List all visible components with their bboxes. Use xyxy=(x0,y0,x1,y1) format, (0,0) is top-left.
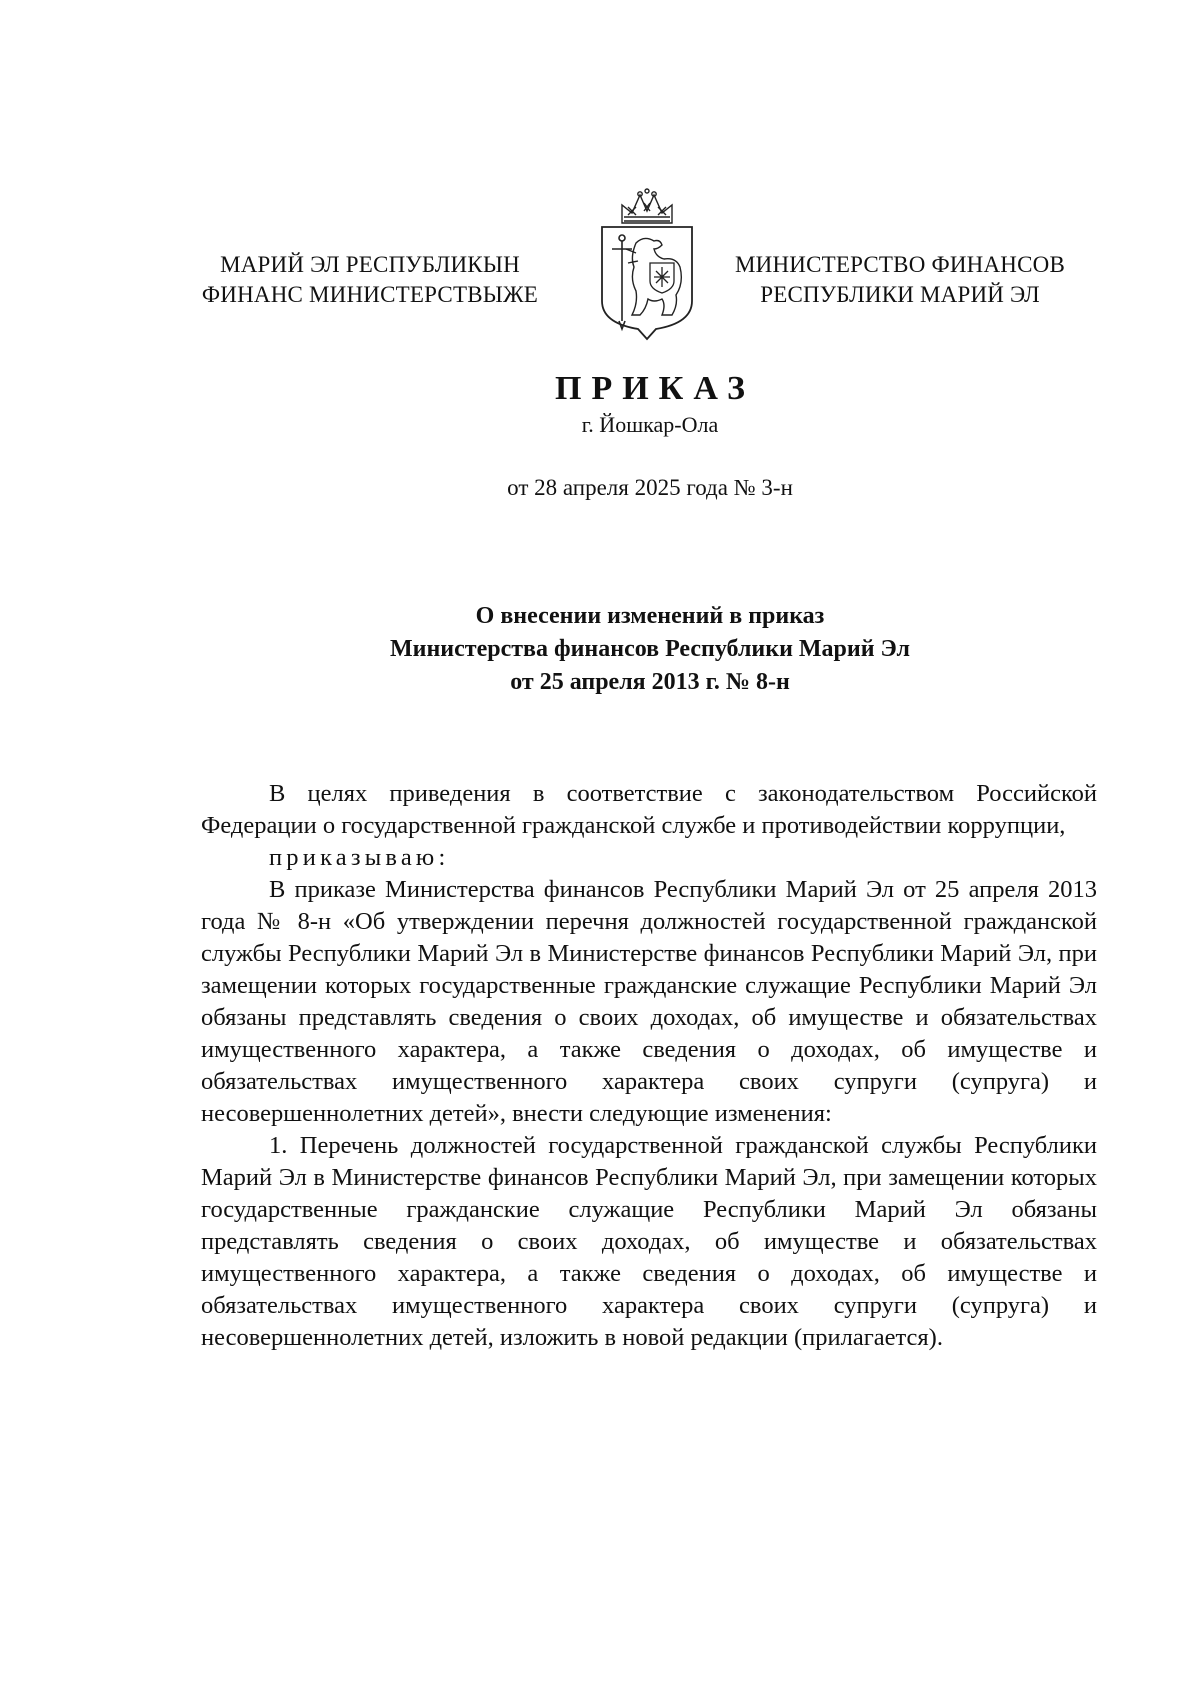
coat-of-arms-icon xyxy=(592,183,702,343)
document-body xyxy=(201,778,1097,1354)
subject-line1: О внесении изменений в приказ xyxy=(475,603,825,629)
document-subject xyxy=(250,600,1050,699)
header-left-mari xyxy=(170,250,570,310)
order-word: приказываю: xyxy=(269,844,450,871)
header-right-line1: МИНИСТЕРСТВО ФИНАНСОВ xyxy=(735,252,1065,277)
header-right-ministry xyxy=(700,250,1100,310)
document-city: г. Йошкар-Ола xyxy=(581,412,719,437)
preamble-paragraph: В целях приведения в соответствие с законодательством Российской Федерации о государственной гражданской службе и противодействии коррупции, xyxy=(201,780,1097,839)
header-left-line2: ФИНАНС МИНИСТЕРСТВЫЖЕ xyxy=(201,282,539,307)
subject-line3: от 25 апреля 2013 г. № 8-н xyxy=(510,669,790,695)
document-date-number: от 28 апреля 2025 года № 3-н xyxy=(507,475,793,500)
item-1-paragraph: 1. Перечень должностей государственной гражданской службы Республики Марий Эл в Министерстве финансов Республики Марий Эл, при замещении которых государственные гражданские служащие Республики Марий Эл обязаны представлять сведения о своих доходах, об имуществе и обязательствах имущественного характера, а также сведения о доходах, об имуществе и обязательствах имущественного характера своих супруги (супруга) и несовершеннолетних детей, изложить в новой редакции (прилагается). xyxy=(201,1132,1097,1351)
document-title: ПРИКАЗ xyxy=(555,370,755,407)
subject-line2: Министерства финансов Республики Марий Эл xyxy=(390,636,910,662)
header-right-line2: РЕСПУБЛИКИ МАРИЙ ЭЛ xyxy=(760,282,1040,307)
header-left-line1: МАРИЙ ЭЛ РЕСПУБЛИКЫН xyxy=(220,252,520,277)
main-paragraph: В приказе Министерства финансов Республики Марий Эл от 25 апреля 2013 года № 8-н «Об утверждении перечня должностей государственной гражданской службы Республики Марий Эл в Министерстве финансов Республики Марий Эл, при замещении которых государственные гражданские служащие Республики Марий Эл обязаны представлять сведения о своих доходах, об имуществе и обязательствах имущественного характера, а также сведения о доходах, об имуществе и обязательствах имущественного характера своих супруги (супруга) и несовершеннолетних детей», внести следующие изменения: xyxy=(201,876,1097,1127)
